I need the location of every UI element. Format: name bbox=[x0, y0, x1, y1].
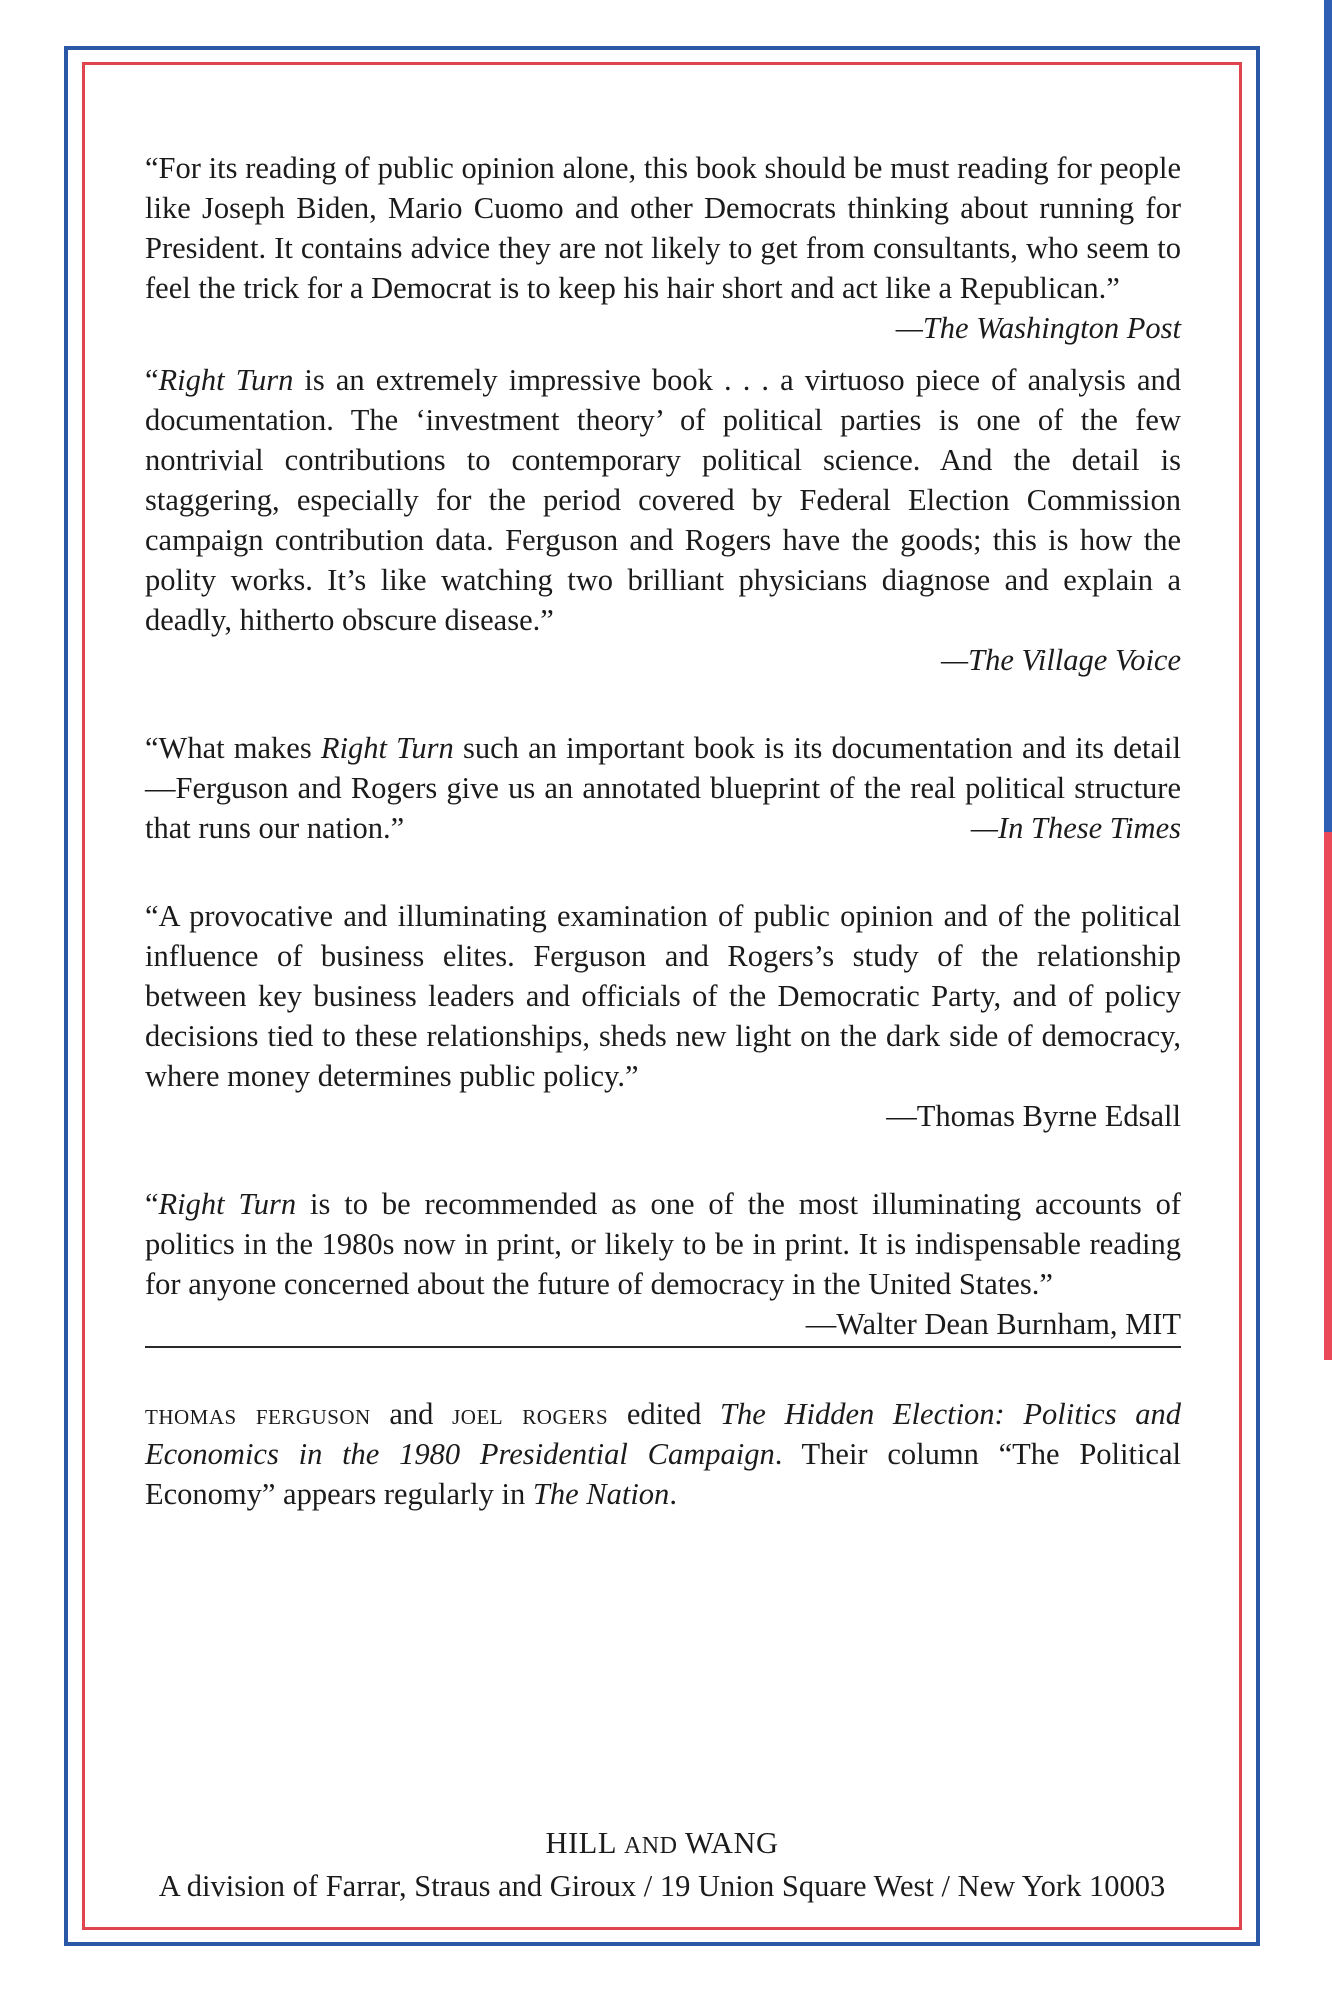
quote-source: —In These Times bbox=[970, 811, 1181, 845]
review-quote-village-voice: “Right Turn is an extremely impressive book . . . a virtuoso piece of analysis and documentation. The ‘investment theory’ of political parties is one of the few nontrivial contributions to contemporary political science. And the detail is staggering, especially for the period covered by Federal Election Commission campaign contribution data. Ferguson and Rogers have the goods; this is how the polity works. It’s like watching two brilliant physicians diagnose and explain a deadly, hitherto obscure disease.” —The Village Voice bbox=[145, 360, 1181, 680]
publisher-name-part2: WANG bbox=[677, 1826, 779, 1860]
quote-source: —Walter Dean Burnham, MIT bbox=[805, 1307, 1181, 1341]
bio-edited: edited bbox=[608, 1397, 721, 1431]
quote-text: is an extremely impressive book . . . a virtuoso piece of analysis and documentation. The ‘investment theory’ of political parties is one of the few nontrivial contributions to contemporary political science. And the detail is staggering, especially for the period covered by Federal Election Commission campaign contribution data. Ferguson and Rogers have the goods; this is how the polity works. It’s like watching two brilliant physicians diagnose and explain a deadly, hitherto obscure disease.” bbox=[145, 363, 1182, 637]
back-cover-text bbox=[145, 148, 1181, 1514]
author-bio bbox=[145, 1394, 1181, 1514]
quote-text-before: “What makes bbox=[145, 731, 321, 765]
quote-source: —The Village Voice bbox=[941, 643, 1181, 677]
review-quote-edsall bbox=[145, 896, 1181, 1136]
bio-and: and bbox=[370, 1397, 453, 1431]
publisher-name-part1: HILL bbox=[545, 1826, 624, 1860]
book-title: Right Turn bbox=[158, 1187, 297, 1221]
bio-book-title: The Hidden Election: Politics and Economics in the 1980 Presidential Campaign bbox=[145, 1397, 1181, 1471]
author-name-rogers: joel rogers bbox=[452, 1397, 609, 1431]
review-quote-washington-post bbox=[145, 148, 1181, 345]
book-title: Right Turn bbox=[158, 363, 294, 397]
bio-magazine: The Nation bbox=[532, 1477, 670, 1511]
review-quote-burnham: “Right Turn is to be recommended as one of the most illuminating accounts of politics in the 1980s now in print, or likely to be in print. It is indispensable reading for anyone concerned about the future of democracy in the United States.” —Walter Dean Burnham, MIT bbox=[145, 1184, 1181, 1304]
book-title: Right Turn bbox=[320, 731, 454, 765]
quote-source: —The Washington Post bbox=[895, 311, 1181, 345]
publisher-block bbox=[82, 1823, 1242, 1906]
publisher-address: A division of Farrar, Straus and Giroux / 19 Union Square West / New York 10003 bbox=[158, 1869, 1166, 1903]
quote-text: “For its reading of public opinion alone, this book should be must reading for people like Joseph Biden, Mario Cuomo and other Democrats thinking about running for President. It contains advice they are not likely to get from consultants, who seem to feel the trick for a Democrat is to keep his hair short and act like a Republican.” bbox=[145, 151, 1181, 305]
divider-rule bbox=[145, 1346, 1181, 1348]
quote-text: “A provocative and illuminating examination of public opinion and of the political influence of business elites. Ferguson and Rogers’s study of the relationship between key business leaders and officials of the Democratic Party, and of policy decisions tied to these relationships, sheds new light on the dark side of democracy, where money determines public policy.” bbox=[145, 899, 1181, 1093]
quote-source: —Thomas Byrne Edsall bbox=[886, 1099, 1181, 1133]
publisher-name-and: AND bbox=[623, 1833, 678, 1859]
publisher-name bbox=[82, 1823, 1242, 1866]
right-edge-blue-stripe bbox=[1324, 0, 1332, 832]
quote-text: is to be recommended as one of the most illuminating accounts of politics in the 1980s now in print, or likely to be in print. It is indispensable reading for anyone concerned about the future of democracy in the United States.” bbox=[145, 1187, 1181, 1301]
author-name-ferguson: thomas ferguson bbox=[145, 1397, 371, 1431]
bio-end: . bbox=[669, 1477, 677, 1511]
review-quote-in-these-times bbox=[145, 728, 1181, 848]
right-edge-red-stripe bbox=[1324, 832, 1332, 1360]
quote-text-after: such an important book is its documentation and its detail—Ferguson and Rogers give us an annotated blueprint of the real political structure that runs our nation.” bbox=[145, 731, 1181, 845]
bio-column-text: . Their column “The Political Economy” appears regularly in bbox=[145, 1437, 1181, 1511]
